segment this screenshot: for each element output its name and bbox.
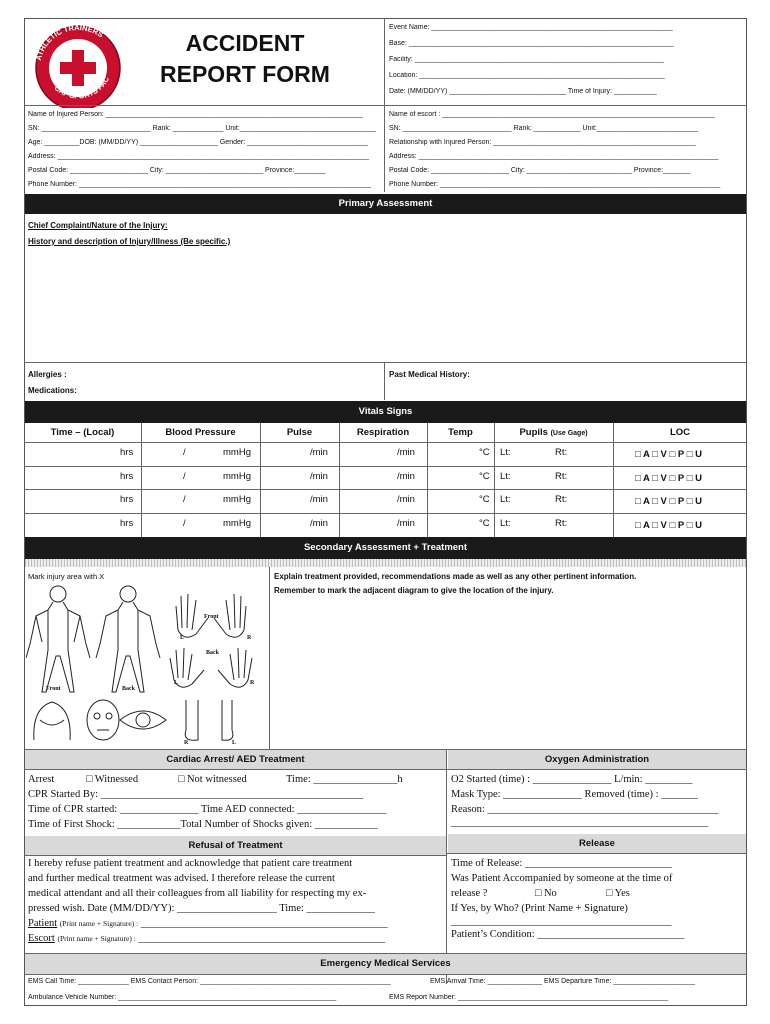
refusal-line4[interactable]: pressed wish. Date (MM/DD/YY): ___________________ Time: _____________ xyxy=(28,903,375,914)
vitals-header: Vitals Signs xyxy=(25,401,746,423)
vitals-row[interactable]: hrs / mmHg /min /min °C Lt: Rt: □ A □ V □ P □ U xyxy=(120,471,702,484)
if-yes-line[interactable]: __________________________________________ xyxy=(451,916,672,927)
label-l3: L xyxy=(232,740,237,746)
past-history-label[interactable]: Past Medical History: xyxy=(389,370,470,379)
cardiac-header: Cardiac Arrest/ AED Treatment xyxy=(25,750,446,769)
chief-complaint-label: Chief Complaint/Nature of the Injury: xyxy=(28,221,168,230)
escort-postal-field[interactable]: Postal Code: ____________________ City: ___________________________ Province:_______ xyxy=(389,167,691,174)
injured-phone-field[interactable]: Phone Number: ___________________________________________________________________________ xyxy=(28,181,371,188)
refusal-header: Refusal of Treatment xyxy=(25,836,446,855)
col-pupils-label: Pupils xyxy=(519,427,548,438)
escort-sn-field[interactable]: SN: ____________________________ Rank: ____________ Unit:__________________________ xyxy=(389,125,699,132)
injured-postal-field[interactable]: Postal Code: ____________________ City: _________________________ Province:________ xyxy=(28,167,326,174)
hatch-strip xyxy=(25,559,746,567)
vitals-row[interactable]: hrs / mmHg /min /min °C Lt: Rt: □ A □ V □ P □ U xyxy=(120,494,702,507)
label-l1: L xyxy=(180,635,185,641)
not-witnessed-checkbox[interactable]: □ Not witnessed xyxy=(178,774,247,785)
logo xyxy=(28,20,128,108)
ambulance-vehicle-field[interactable]: Ambulance Vehicle Number: ________________________________________________________ xyxy=(28,994,337,1001)
escort-name-field[interactable]: Name of escort : ______________________________________________________________________ xyxy=(389,111,715,118)
escort-signature-field[interactable] xyxy=(28,933,385,944)
treatment-textarea[interactable] xyxy=(272,600,744,746)
o2-started-field[interactable]: O2 Started (time) : _______________ L/min: _________ xyxy=(451,774,693,785)
form-title-line2: REPORT FORM xyxy=(160,61,330,87)
vitals-row[interactable]: hrs / mmHg /min /min °C Lt: Rt: □ A □ V □ P □ U xyxy=(120,447,702,460)
date-time-field[interactable]: Date: (MM/DD/YY) ______________________________ Time of Injury: ___________ xyxy=(389,88,657,95)
witnessed-checkbox[interactable]: □ Witnessed xyxy=(86,774,139,785)
label-r3: R xyxy=(184,740,189,746)
label-back2: Back xyxy=(122,686,136,692)
if-yes-label: If Yes, by Who? (Print Name + Signature) xyxy=(451,903,628,914)
back-body-icon xyxy=(96,586,160,692)
medications-label[interactable]: Medications: xyxy=(28,386,77,395)
label-front: Front xyxy=(204,614,219,620)
form-title xyxy=(130,28,360,90)
event-name-field[interactable]: Event Name: ______________________________________________________________ xyxy=(389,24,673,31)
secondary-assessment-header: Secondary Assessment + Treatment xyxy=(25,537,746,559)
patient-signature-field[interactable] xyxy=(28,918,388,929)
injured-sn-field[interactable]: SN: ____________________________ Rank: _____________ Unit:___________________________________ xyxy=(28,125,377,132)
vitals-table xyxy=(24,423,747,537)
ems-arrival-field[interactable]: EMS Arrival Time: ______________ EMS Departure Time: _____________________ xyxy=(430,978,696,985)
feet-icon xyxy=(185,700,233,740)
patient-label: Patient xyxy=(28,918,58,929)
escort-address-field[interactable]: Address: _____________________________________________________________________________ xyxy=(389,153,719,160)
patient-line: _______________________________________________ xyxy=(140,918,388,929)
reason-field[interactable]: Reason: ____________________________________________ xyxy=(451,804,719,815)
form-title-line1: ACCIDENT xyxy=(185,30,305,56)
col-loc: LOC xyxy=(669,427,691,438)
mark-injury-label: Mark injury area with X xyxy=(28,572,105,581)
col-pulse: Pulse xyxy=(286,427,313,438)
label-front2: Front xyxy=(46,686,61,692)
primary-assessment-header: Primary Assessment xyxy=(25,194,746,214)
body-diagram[interactable] xyxy=(26,580,268,748)
yes-checkbox[interactable]: □ Yes xyxy=(606,888,630,899)
vitals-row[interactable]: hrs / mmHg /min /min °C Lt: Rt: □ A □ V □ P □ U xyxy=(120,518,702,531)
patient-condition-field[interactable]: Patient’s Condition: ____________________________ xyxy=(451,929,685,940)
label-r1: R xyxy=(247,635,252,641)
base-field[interactable]: Base: ____________________________________________________________________ xyxy=(389,40,674,47)
col-pupils-note: (Use Gage) xyxy=(550,430,588,437)
col-blood-pressure: Blood Pressure xyxy=(165,427,236,438)
escort-relationship-field[interactable]: Relationship with Injured Person: ____________________________________________________ xyxy=(389,139,696,146)
no-checkbox[interactable]: □ No xyxy=(535,888,557,899)
label-l2: L xyxy=(174,680,179,686)
ems-header: Emergency Medical Services xyxy=(25,954,746,974)
ems-report-field[interactable]: EMS Report Number: ______________________________________________________ xyxy=(389,994,669,1001)
escort-label: Escort xyxy=(28,933,55,944)
explain-line1: Explain treatment provided, recommendations made as well as any other pertinent information. xyxy=(274,572,637,581)
arrest-time-field[interactable]: Time: ________________h xyxy=(286,774,403,785)
escort-line: _______________________________________________ xyxy=(138,933,386,944)
escort-phone-field[interactable]: Phone Number: ________________________________________________________________________ xyxy=(389,181,721,188)
head-front-icon xyxy=(87,700,119,740)
accompanied-question: Was Patient Accompanied by someone at the time of xyxy=(451,873,673,884)
ems-call-field[interactable]: EMS Call Time: _____________ EMS Contact Person: _________________________________________________ xyxy=(28,978,391,985)
col-pupils xyxy=(494,427,613,438)
col-time: Time – (Local) xyxy=(50,427,115,438)
label-back: Back xyxy=(206,650,220,656)
injured-name-field[interactable]: Name of Injured Person: __________________________________________________________________ xyxy=(28,111,363,118)
facility-field[interactable]: Facility: ________________________________________________________________ xyxy=(389,56,664,63)
oxygen-header: Oxygen Administration xyxy=(448,750,746,769)
eye-icon xyxy=(120,711,166,729)
head-back-icon xyxy=(34,702,70,740)
patient-note: (Print name + Signature) : xyxy=(59,919,139,928)
cpr-time-field[interactable]: Time of CPR started: _______________ Time AED connected: _________________ xyxy=(28,804,387,815)
refusal-line3: medical attendant and all their colleagues from all liability for respecting my ex- xyxy=(28,888,367,899)
release-question: release ? xyxy=(451,888,488,899)
location-field[interactable]: Location: _______________________________________________________________ xyxy=(389,72,665,79)
injured-address-field[interactable]: Address: ________________________________________________________________________________ xyxy=(28,153,370,160)
allergies-label[interactable]: Allergies : xyxy=(28,370,67,379)
escort-note: (Print name + Signature) : xyxy=(57,934,136,943)
injured-age-field[interactable]: Age: _________DOB: (MM/DD/YY) ____________________ Gender: _______________________________ xyxy=(28,139,368,146)
cpr-started-by-field[interactable]: CPR Started By: __________________________________________________ xyxy=(28,789,364,800)
logo-ring-bottom: CAF SPORTS FAC xyxy=(52,75,111,101)
release-header: Release xyxy=(448,834,746,853)
arrest-label: Arrest xyxy=(28,774,55,785)
history-textarea[interactable] xyxy=(26,250,744,360)
logo-ring-top: ATHLETIC TRAINERS xyxy=(33,22,105,62)
col-temp: Temp xyxy=(448,427,473,438)
refusal-line1: I hereby refuse patient treatment and acknowledge that patient care treatment xyxy=(28,858,353,869)
time-of-release-field[interactable]: Time of Release: ____________________________ xyxy=(451,858,672,869)
label-r2: R xyxy=(250,680,255,686)
reason-line[interactable]: _________________________________________________ xyxy=(451,817,709,828)
history-label: History and description of Injury/Illness (Be specific.) xyxy=(28,237,231,246)
mask-type-field[interactable]: Mask Type: _______________ Removed (time) : _______ xyxy=(451,789,698,800)
refusal-line2: and further medical treatment was advised. I therefore release the current xyxy=(28,873,335,884)
col-respiration: Respiration xyxy=(356,427,410,438)
first-shock-field[interactable]: Time of First Shock: ____________Total Number of Shocks given: ____________ xyxy=(28,819,378,830)
explain-line2: Remember to mark the adjacent diagram to give the location of the injury. xyxy=(274,586,554,595)
front-body-icon xyxy=(26,586,90,692)
